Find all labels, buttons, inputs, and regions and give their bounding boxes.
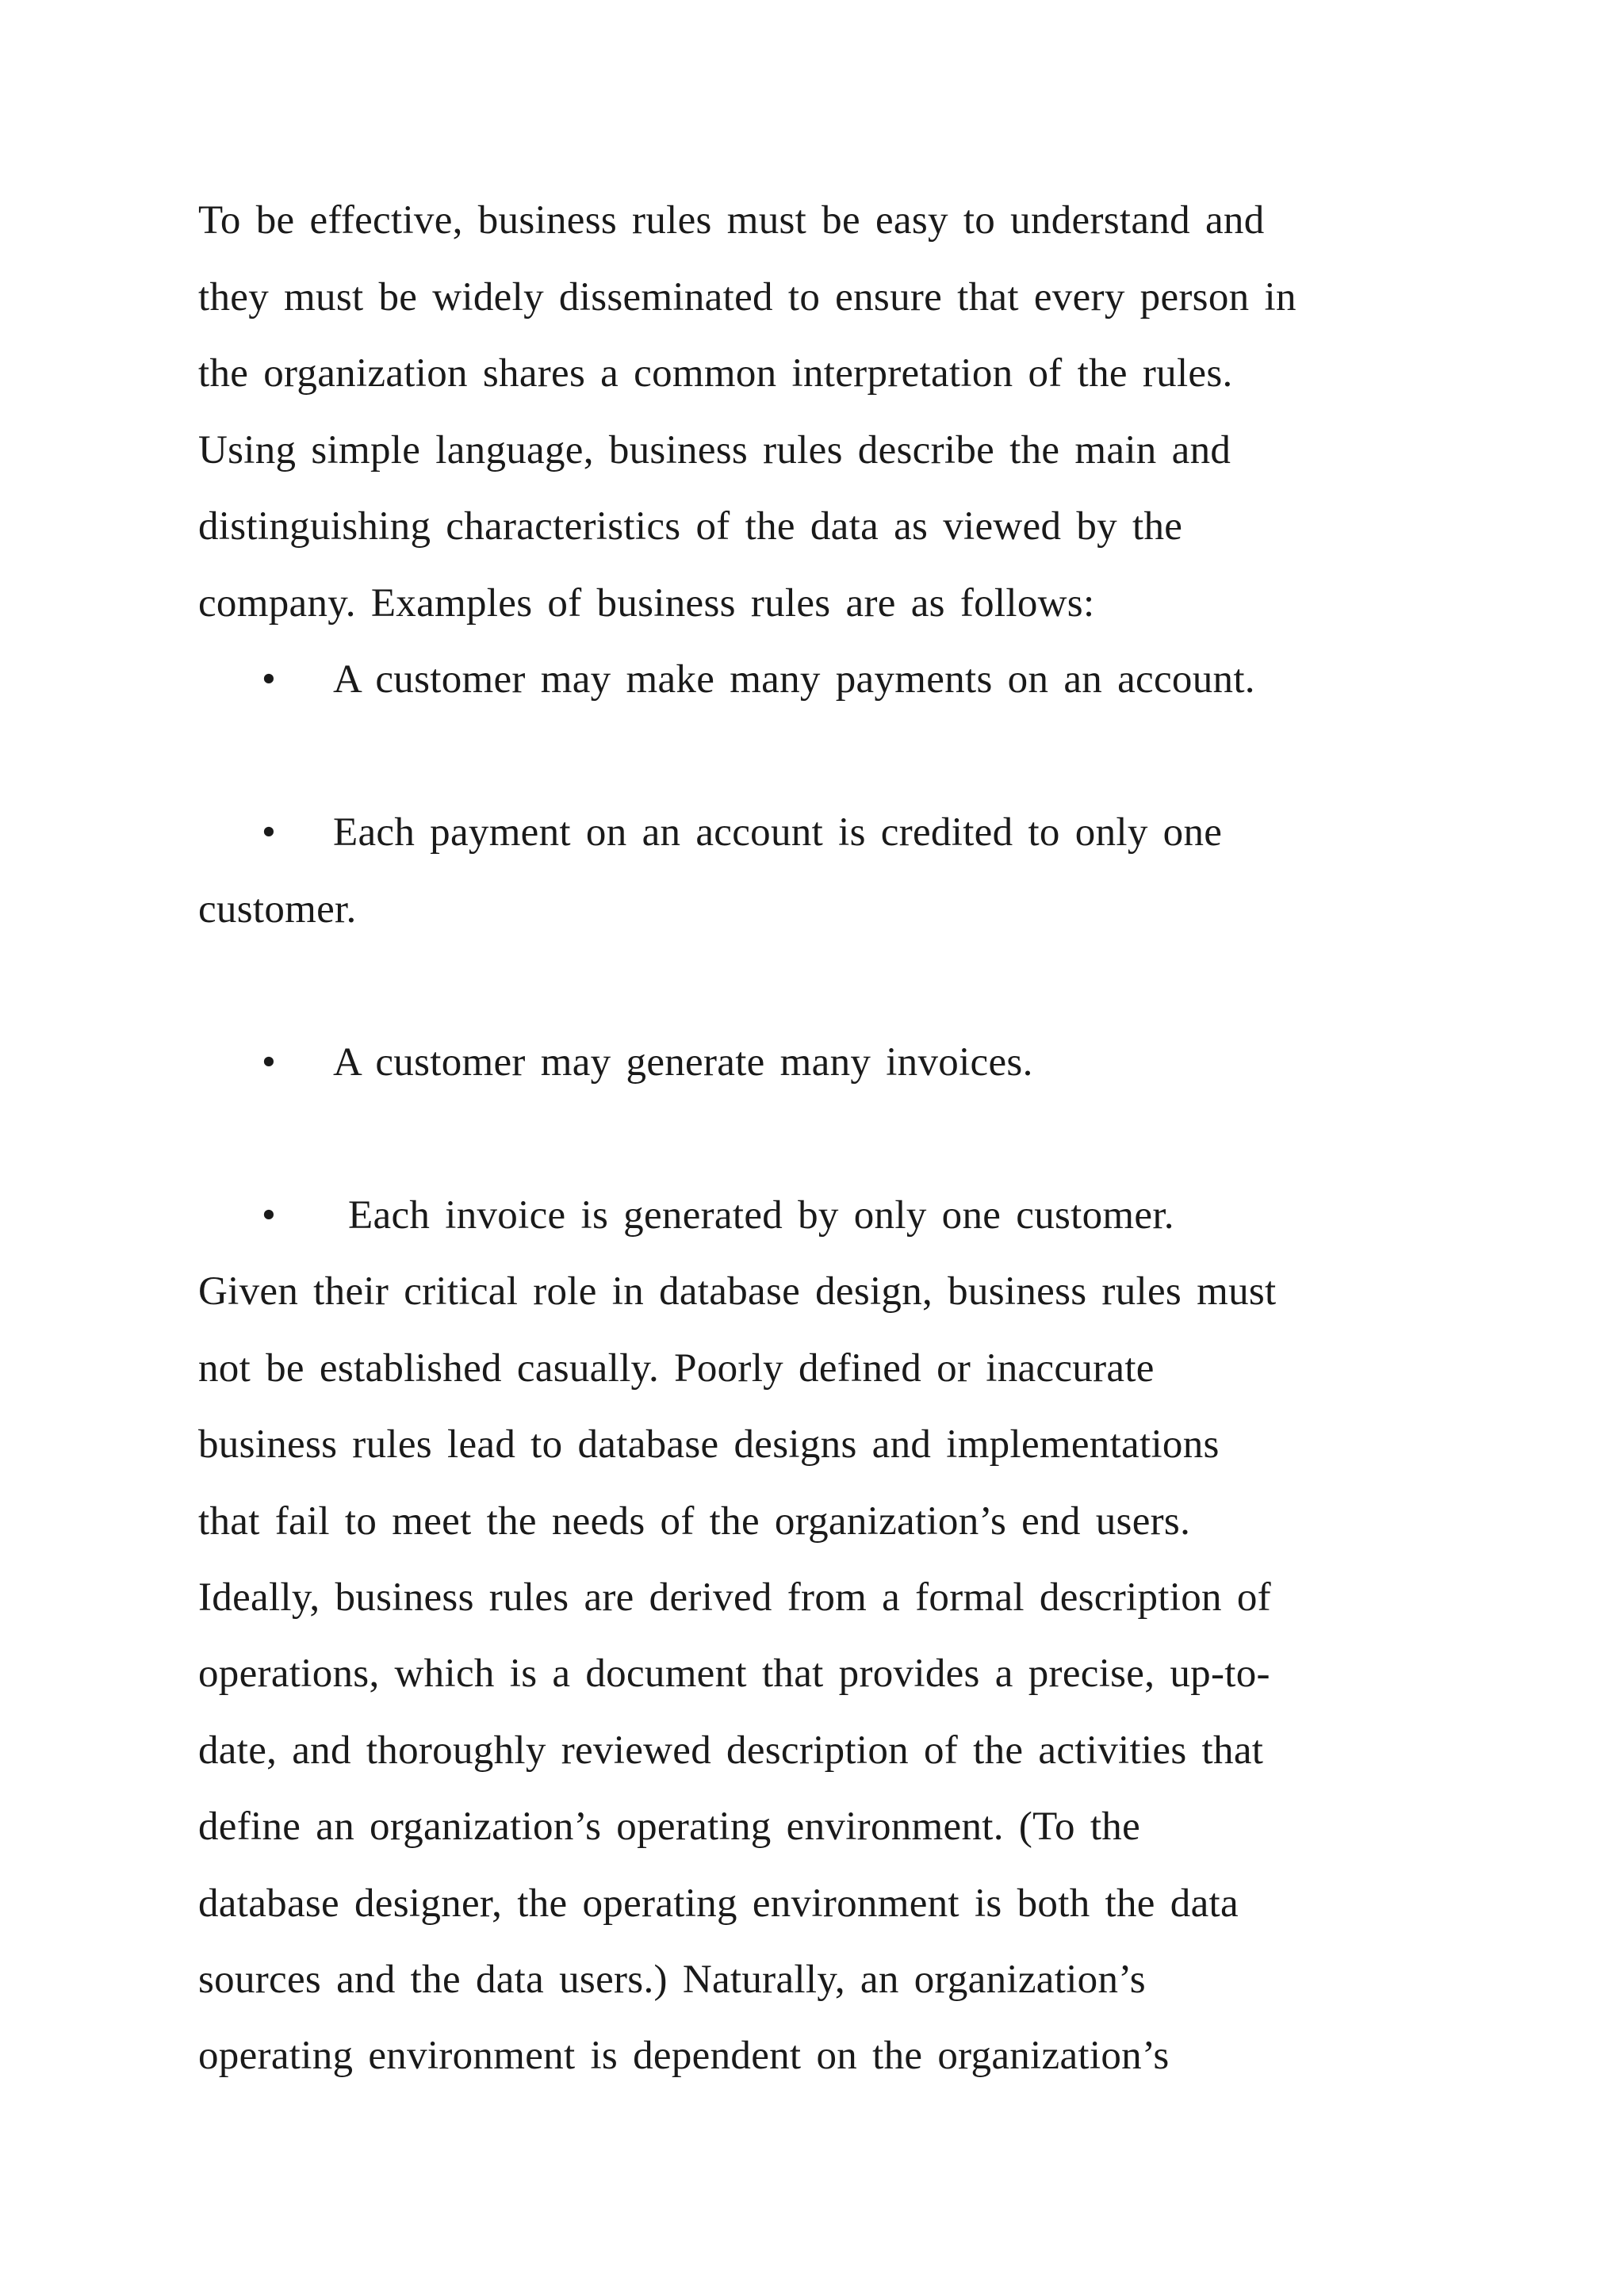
bullet-text: A customer may generate many invoices. xyxy=(333,1040,1033,1085)
text-line: the organization shares a common interpretation of the rules. xyxy=(198,351,1233,396)
bullet-item xyxy=(262,809,1222,856)
text-line: that fail to meet the needs of the organization’s end users. xyxy=(198,1499,1191,1544)
text-line: operating environment is dependent on the organization’s xyxy=(198,2034,1170,2078)
bullet-item xyxy=(262,656,1255,703)
text-line: date, and thoroughly reviewed description of the activities that xyxy=(198,1728,1264,1773)
bullet-icon: • xyxy=(262,1193,277,1238)
bullet-text: A customer may make many payments on an account. xyxy=(333,657,1255,702)
bullet-text: Each invoice is generated by only one customer. xyxy=(333,1193,1174,1238)
text-line: define an organization’s operating environment. (To the xyxy=(198,1804,1141,1849)
bullet-icon: • xyxy=(262,810,277,855)
text-line: To be effective, business rules must be easy to understand and xyxy=(198,198,1265,243)
text-line: they must be widely disseminated to ensure that every person in xyxy=(198,275,1297,320)
bullet-item xyxy=(262,1192,1174,1239)
bullet-icon: • xyxy=(262,1040,277,1085)
text-line: sources and the data users.) Naturally, an organization’s xyxy=(198,1957,1146,2002)
text-line: Ideally, business rules are derived from a formal description of xyxy=(198,1575,1271,1620)
bullet-item xyxy=(262,1039,1033,1086)
bullet-icon: • xyxy=(262,657,277,702)
text-line: database designer, the operating environment is both the data xyxy=(198,1881,1239,1926)
text-line: Using simple language, business rules describe the main and xyxy=(198,428,1231,473)
text-line: Given their critical role in database design, business rules must xyxy=(198,1269,1277,1314)
text-line: business rules lead to database designs and implementations xyxy=(198,1422,1220,1467)
text-line: distinguishing characteristics of the data as viewed by the xyxy=(198,504,1183,549)
bullet-text: Each payment on an account is credited to only one xyxy=(333,810,1223,855)
text-line: operations, which is a document that provides a precise, up-to- xyxy=(198,1651,1270,1696)
bullet-continuation: customer. xyxy=(198,887,357,932)
text-line: company. Examples of business rules are as follows: xyxy=(198,581,1095,626)
text-line: not be established casually. Poorly defined or inaccurate xyxy=(198,1346,1155,1391)
